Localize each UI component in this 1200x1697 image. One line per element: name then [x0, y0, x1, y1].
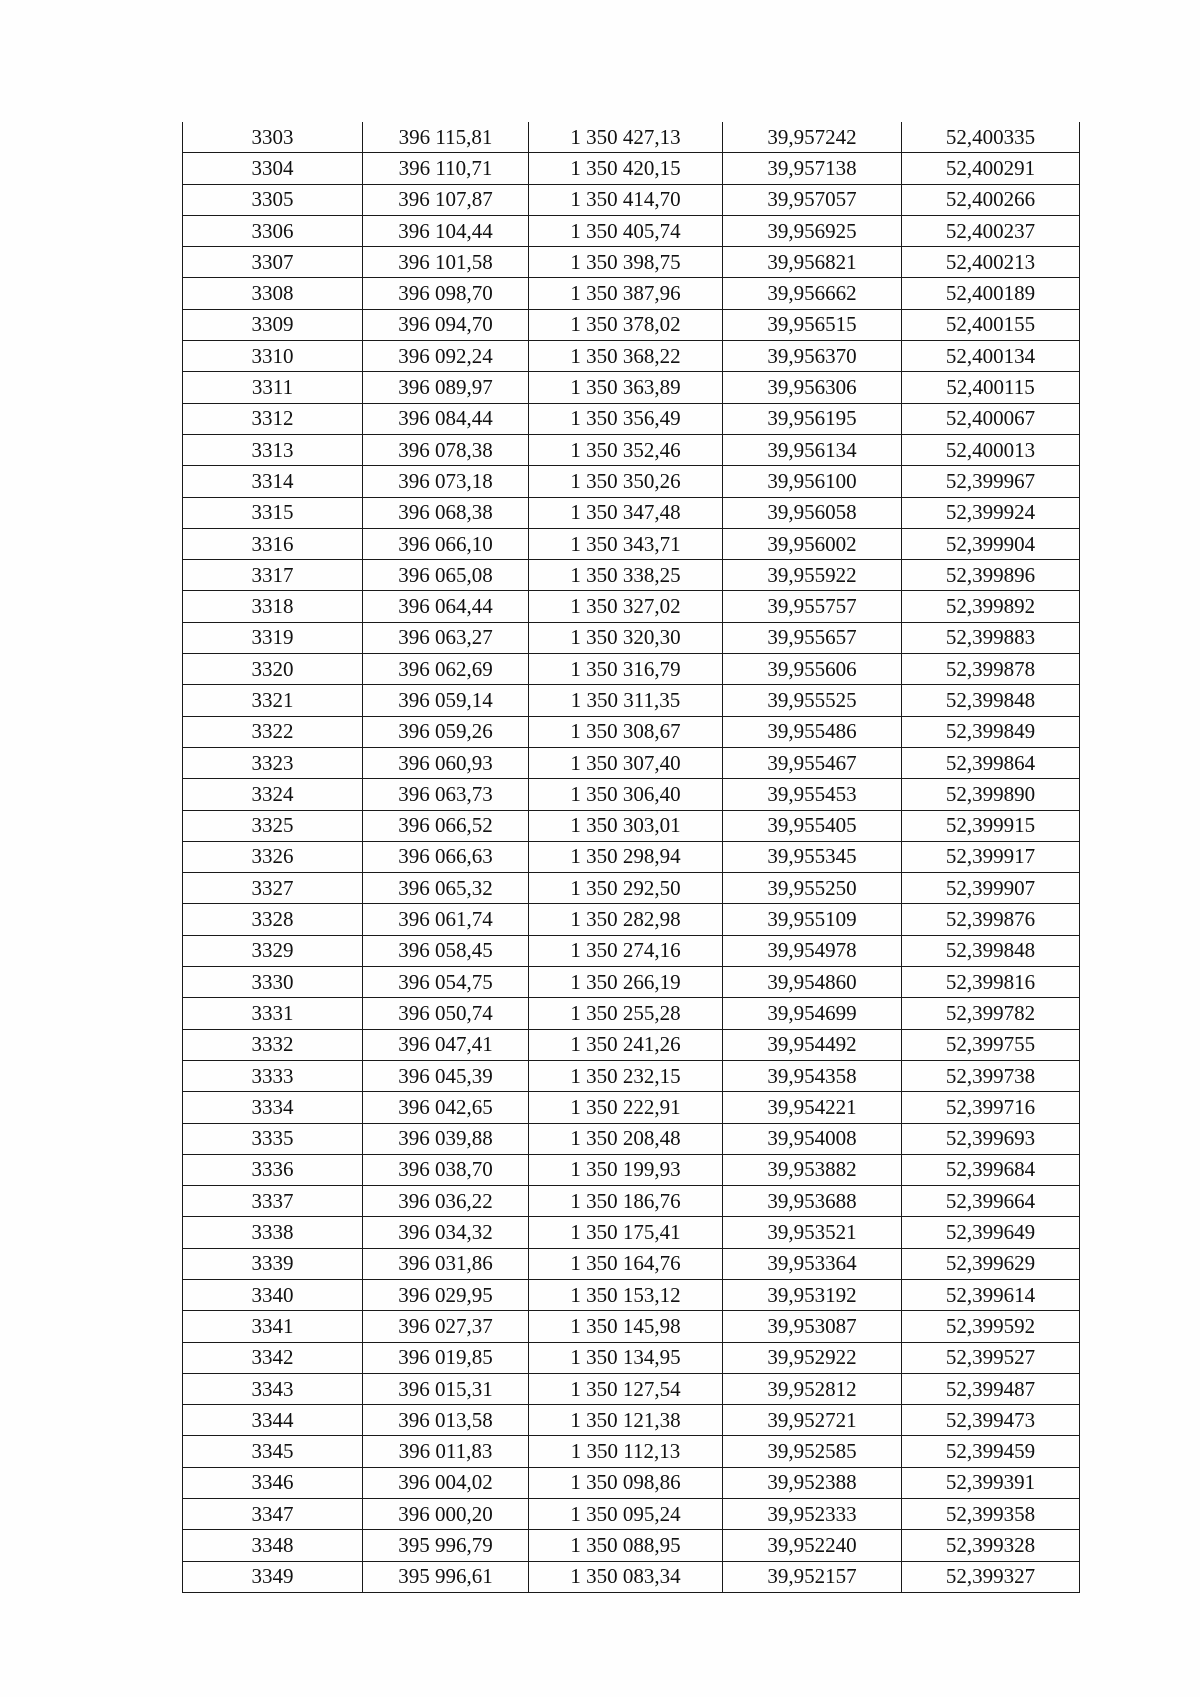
table-row [183, 841, 1080, 872]
y-coordinate-cell: 1 350 175,41 [529, 1217, 723, 1248]
x-coordinate-cell: 396 064,44 [363, 591, 529, 622]
longitude-cell: 39,955922 [723, 560, 902, 591]
x-coordinate-cell: 396 036,22 [363, 1186, 529, 1217]
y-coordinate-cell: 1 350 350,26 [529, 466, 723, 497]
table-row [183, 1342, 1080, 1373]
longitude-cell: 39,954978 [723, 935, 902, 966]
y-coordinate-cell: 1 350 308,67 [529, 716, 723, 747]
table-row [183, 278, 1080, 309]
latitude-cell: 52,399878 [902, 654, 1080, 685]
longitude-cell: 39,952157 [723, 1561, 902, 1592]
point-number-cell: 3343 [183, 1373, 363, 1404]
y-coordinate-cell: 1 350 316,79 [529, 654, 723, 685]
y-coordinate-cell: 1 350 083,34 [529, 1561, 723, 1592]
latitude-cell: 52,400266 [902, 184, 1080, 215]
x-coordinate-cell: 396 047,41 [363, 1029, 529, 1060]
y-coordinate-cell: 1 350 208,48 [529, 1123, 723, 1154]
latitude-cell: 52,399738 [902, 1060, 1080, 1091]
coordinates-table [182, 122, 1080, 1593]
latitude-cell: 52,400335 [902, 122, 1080, 153]
point-number-cell: 3321 [183, 685, 363, 716]
latitude-cell: 52,399816 [902, 967, 1080, 998]
longitude-cell: 39,952922 [723, 1342, 902, 1373]
table-row [183, 810, 1080, 841]
x-coordinate-cell: 396 084,44 [363, 403, 529, 434]
longitude-cell: 39,956515 [723, 309, 902, 340]
x-coordinate-cell: 396 013,58 [363, 1405, 529, 1436]
latitude-cell: 52,399649 [902, 1217, 1080, 1248]
longitude-cell: 39,956134 [723, 434, 902, 465]
table-row [183, 1561, 1080, 1592]
point-number-cell: 3347 [183, 1499, 363, 1530]
point-number-cell: 3348 [183, 1530, 363, 1561]
latitude-cell: 52,400189 [902, 278, 1080, 309]
x-coordinate-cell: 396 019,85 [363, 1342, 529, 1373]
table-row [183, 372, 1080, 403]
x-coordinate-cell: 396 098,70 [363, 278, 529, 309]
longitude-cell: 39,955486 [723, 716, 902, 747]
latitude-cell: 52,399358 [902, 1499, 1080, 1530]
y-coordinate-cell: 1 350 343,71 [529, 528, 723, 559]
table-row [183, 998, 1080, 1029]
x-coordinate-cell: 396 110,71 [363, 153, 529, 184]
coordinates-table-body [183, 122, 1080, 1592]
latitude-cell: 52,399755 [902, 1029, 1080, 1060]
y-coordinate-cell: 1 350 121,38 [529, 1405, 723, 1436]
y-coordinate-cell: 1 350 095,24 [529, 1499, 723, 1530]
y-coordinate-cell: 1 350 112,13 [529, 1436, 723, 1467]
longitude-cell: 39,953521 [723, 1217, 902, 1248]
latitude-cell: 52,399904 [902, 528, 1080, 559]
y-coordinate-cell: 1 350 098,86 [529, 1467, 723, 1498]
point-number-cell: 3344 [183, 1405, 363, 1436]
table-row [183, 935, 1080, 966]
x-coordinate-cell: 396 068,38 [363, 497, 529, 528]
y-coordinate-cell: 1 350 427,13 [529, 122, 723, 153]
table-row [183, 747, 1080, 778]
y-coordinate-cell: 1 350 274,16 [529, 935, 723, 966]
point-number-cell: 3334 [183, 1092, 363, 1123]
point-number-cell: 3307 [183, 247, 363, 278]
longitude-cell: 39,954492 [723, 1029, 902, 1060]
y-coordinate-cell: 1 350 241,26 [529, 1029, 723, 1060]
latitude-cell: 52,399664 [902, 1186, 1080, 1217]
table-row [183, 497, 1080, 528]
y-coordinate-cell: 1 350 420,15 [529, 153, 723, 184]
point-number-cell: 3320 [183, 654, 363, 685]
latitude-cell: 52,399848 [902, 685, 1080, 716]
latitude-cell: 52,399876 [902, 904, 1080, 935]
longitude-cell: 39,955757 [723, 591, 902, 622]
point-number-cell: 3316 [183, 528, 363, 559]
table-row [183, 1123, 1080, 1154]
table-row [183, 779, 1080, 810]
y-coordinate-cell: 1 350 303,01 [529, 810, 723, 841]
y-coordinate-cell: 1 350 352,46 [529, 434, 723, 465]
latitude-cell: 52,400013 [902, 434, 1080, 465]
table-row [183, 1311, 1080, 1342]
x-coordinate-cell: 396 062,69 [363, 654, 529, 685]
y-coordinate-cell: 1 350 414,70 [529, 184, 723, 215]
point-number-cell: 3317 [183, 560, 363, 591]
latitude-cell: 52,400115 [902, 372, 1080, 403]
point-number-cell: 3325 [183, 810, 363, 841]
longitude-cell: 39,956306 [723, 372, 902, 403]
point-number-cell: 3329 [183, 935, 363, 966]
latitude-cell: 52,399890 [902, 779, 1080, 810]
table-row [183, 1279, 1080, 1310]
longitude-cell: 39,955453 [723, 779, 902, 810]
y-coordinate-cell: 1 350 164,76 [529, 1248, 723, 1279]
table-row [183, 967, 1080, 998]
table-row [183, 1248, 1080, 1279]
longitude-cell: 39,952240 [723, 1530, 902, 1561]
longitude-cell: 39,956002 [723, 528, 902, 559]
x-coordinate-cell: 396 038,70 [363, 1154, 529, 1185]
x-coordinate-cell: 396 066,52 [363, 810, 529, 841]
longitude-cell: 39,955657 [723, 622, 902, 653]
y-coordinate-cell: 1 350 387,96 [529, 278, 723, 309]
longitude-cell: 39,952812 [723, 1373, 902, 1404]
point-number-cell: 3314 [183, 466, 363, 497]
x-coordinate-cell: 396 031,86 [363, 1248, 529, 1279]
y-coordinate-cell: 1 350 327,02 [529, 591, 723, 622]
point-number-cell: 3330 [183, 967, 363, 998]
x-coordinate-cell: 396 092,24 [363, 341, 529, 372]
y-coordinate-cell: 1 350 232,15 [529, 1060, 723, 1091]
y-coordinate-cell: 1 350 378,02 [529, 309, 723, 340]
y-coordinate-cell: 1 350 127,54 [529, 1373, 723, 1404]
point-number-cell: 3341 [183, 1311, 363, 1342]
latitude-cell: 52,399527 [902, 1342, 1080, 1373]
point-number-cell: 3346 [183, 1467, 363, 1498]
longitude-cell: 39,954221 [723, 1092, 902, 1123]
table-row [183, 654, 1080, 685]
longitude-cell: 39,955405 [723, 810, 902, 841]
point-number-cell: 3305 [183, 184, 363, 215]
x-coordinate-cell: 396 059,26 [363, 716, 529, 747]
table-row [183, 622, 1080, 653]
longitude-cell: 39,955525 [723, 685, 902, 716]
latitude-cell: 52,399883 [902, 622, 1080, 653]
x-coordinate-cell: 396 104,44 [363, 215, 529, 246]
x-coordinate-cell: 396 061,74 [363, 904, 529, 935]
table-row [183, 1060, 1080, 1091]
point-number-cell: 3342 [183, 1342, 363, 1373]
table-row [183, 528, 1080, 559]
x-coordinate-cell: 396 045,39 [363, 1060, 529, 1091]
latitude-cell: 52,400155 [902, 309, 1080, 340]
table-row [183, 309, 1080, 340]
table-row [183, 1029, 1080, 1060]
x-coordinate-cell: 396 073,18 [363, 466, 529, 497]
x-coordinate-cell: 396 050,74 [363, 998, 529, 1029]
x-coordinate-cell: 396 094,70 [363, 309, 529, 340]
point-number-cell: 3312 [183, 403, 363, 434]
longitude-cell: 39,955250 [723, 873, 902, 904]
table-row [183, 873, 1080, 904]
y-coordinate-cell: 1 350 307,40 [529, 747, 723, 778]
longitude-cell: 39,954860 [723, 967, 902, 998]
y-coordinate-cell: 1 350 266,19 [529, 967, 723, 998]
point-number-cell: 3322 [183, 716, 363, 747]
longitude-cell: 39,957057 [723, 184, 902, 215]
latitude-cell: 52,399327 [902, 1561, 1080, 1592]
x-coordinate-cell: 396 004,02 [363, 1467, 529, 1498]
y-coordinate-cell: 1 350 298,94 [529, 841, 723, 872]
y-coordinate-cell: 1 350 153,12 [529, 1279, 723, 1310]
point-number-cell: 3345 [183, 1436, 363, 1467]
x-coordinate-cell: 396 066,63 [363, 841, 529, 872]
y-coordinate-cell: 1 350 292,50 [529, 873, 723, 904]
x-coordinate-cell: 396 058,45 [363, 935, 529, 966]
table-row [183, 247, 1080, 278]
point-number-cell: 3318 [183, 591, 363, 622]
longitude-cell: 39,952333 [723, 1499, 902, 1530]
longitude-cell: 39,952721 [723, 1405, 902, 1436]
longitude-cell: 39,956662 [723, 278, 902, 309]
table-row [183, 1499, 1080, 1530]
point-number-cell: 3319 [183, 622, 363, 653]
latitude-cell: 52,400067 [902, 403, 1080, 434]
longitude-cell: 39,953688 [723, 1186, 902, 1217]
table-row [183, 1467, 1080, 1498]
table-row [183, 560, 1080, 591]
point-number-cell: 3308 [183, 278, 363, 309]
point-number-cell: 3323 [183, 747, 363, 778]
longitude-cell: 39,956058 [723, 497, 902, 528]
x-coordinate-cell: 396 059,14 [363, 685, 529, 716]
y-coordinate-cell: 1 350 368,22 [529, 341, 723, 372]
latitude-cell: 52,399391 [902, 1467, 1080, 1498]
latitude-cell: 52,399915 [902, 810, 1080, 841]
table-row [183, 1436, 1080, 1467]
y-coordinate-cell: 1 350 088,95 [529, 1530, 723, 1561]
latitude-cell: 52,399473 [902, 1405, 1080, 1436]
table-row [183, 1092, 1080, 1123]
latitude-cell: 52,399917 [902, 841, 1080, 872]
y-coordinate-cell: 1 350 145,98 [529, 1311, 723, 1342]
y-coordinate-cell: 1 350 186,76 [529, 1186, 723, 1217]
latitude-cell: 52,399693 [902, 1123, 1080, 1154]
table-row [183, 1530, 1080, 1561]
x-coordinate-cell: 396 063,73 [363, 779, 529, 810]
y-coordinate-cell: 1 350 311,35 [529, 685, 723, 716]
latitude-cell: 52,399614 [902, 1279, 1080, 1310]
latitude-cell: 52,399782 [902, 998, 1080, 1029]
point-number-cell: 3327 [183, 873, 363, 904]
longitude-cell: 39,957138 [723, 153, 902, 184]
point-number-cell: 3338 [183, 1217, 363, 1248]
point-number-cell: 3326 [183, 841, 363, 872]
table-row [183, 184, 1080, 215]
point-number-cell: 3333 [183, 1060, 363, 1091]
y-coordinate-cell: 1 350 199,93 [529, 1154, 723, 1185]
x-coordinate-cell: 396 027,37 [363, 1311, 529, 1342]
x-coordinate-cell: 396 034,32 [363, 1217, 529, 1248]
y-coordinate-cell: 1 350 134,95 [529, 1342, 723, 1373]
point-number-cell: 3311 [183, 372, 363, 403]
latitude-cell: 52,399896 [902, 560, 1080, 591]
point-number-cell: 3310 [183, 341, 363, 372]
latitude-cell: 52,399848 [902, 935, 1080, 966]
latitude-cell: 52,399487 [902, 1373, 1080, 1404]
point-number-cell: 3303 [183, 122, 363, 153]
longitude-cell: 39,953882 [723, 1154, 902, 1185]
x-coordinate-cell: 396 011,83 [363, 1436, 529, 1467]
table-row [183, 1405, 1080, 1436]
y-coordinate-cell: 1 350 282,98 [529, 904, 723, 935]
longitude-cell: 39,954358 [723, 1060, 902, 1091]
x-coordinate-cell: 396 107,87 [363, 184, 529, 215]
x-coordinate-cell: 396 042,65 [363, 1092, 529, 1123]
table-row [183, 434, 1080, 465]
latitude-cell: 52,399907 [902, 873, 1080, 904]
longitude-cell: 39,957242 [723, 122, 902, 153]
latitude-cell: 52,400213 [902, 247, 1080, 278]
x-coordinate-cell: 396 063,27 [363, 622, 529, 653]
point-number-cell: 3304 [183, 153, 363, 184]
longitude-cell: 39,954699 [723, 998, 902, 1029]
point-number-cell: 3336 [183, 1154, 363, 1185]
table-row [183, 122, 1080, 153]
longitude-cell: 39,956370 [723, 341, 902, 372]
table-row [183, 466, 1080, 497]
longitude-cell: 39,953364 [723, 1248, 902, 1279]
table-row [183, 1217, 1080, 1248]
y-coordinate-cell: 1 350 255,28 [529, 998, 723, 1029]
latitude-cell: 52,399967 [902, 466, 1080, 497]
x-coordinate-cell: 396 078,38 [363, 434, 529, 465]
table-row [183, 685, 1080, 716]
point-number-cell: 3324 [183, 779, 363, 810]
latitude-cell: 52,400291 [902, 153, 1080, 184]
y-coordinate-cell: 1 350 363,89 [529, 372, 723, 403]
table-row [183, 403, 1080, 434]
latitude-cell: 52,399328 [902, 1530, 1080, 1561]
x-coordinate-cell: 396 000,20 [363, 1499, 529, 1530]
longitude-cell: 39,955606 [723, 654, 902, 685]
latitude-cell: 52,399924 [902, 497, 1080, 528]
longitude-cell: 39,956195 [723, 403, 902, 434]
table-row [183, 591, 1080, 622]
table-row [183, 215, 1080, 246]
y-coordinate-cell: 1 350 356,49 [529, 403, 723, 434]
table-row [183, 1186, 1080, 1217]
y-coordinate-cell: 1 350 347,48 [529, 497, 723, 528]
point-number-cell: 3349 [183, 1561, 363, 1592]
longitude-cell: 39,953087 [723, 1311, 902, 1342]
point-number-cell: 3306 [183, 215, 363, 246]
x-coordinate-cell: 396 115,81 [363, 122, 529, 153]
point-number-cell: 3313 [183, 434, 363, 465]
y-coordinate-cell: 1 350 306,40 [529, 779, 723, 810]
latitude-cell: 52,399864 [902, 747, 1080, 778]
point-number-cell: 3339 [183, 1248, 363, 1279]
point-number-cell: 3328 [183, 904, 363, 935]
x-coordinate-cell: 396 054,75 [363, 967, 529, 998]
table-row [183, 1373, 1080, 1404]
latitude-cell: 52,399849 [902, 716, 1080, 747]
point-number-cell: 3332 [183, 1029, 363, 1060]
point-number-cell: 3335 [183, 1123, 363, 1154]
longitude-cell: 39,956821 [723, 247, 902, 278]
x-coordinate-cell: 396 029,95 [363, 1279, 529, 1310]
x-coordinate-cell: 396 065,32 [363, 873, 529, 904]
x-coordinate-cell: 396 015,31 [363, 1373, 529, 1404]
point-number-cell: 3331 [183, 998, 363, 1029]
latitude-cell: 52,400237 [902, 215, 1080, 246]
table-row [183, 1154, 1080, 1185]
table-row [183, 153, 1080, 184]
x-coordinate-cell: 396 065,08 [363, 560, 529, 591]
latitude-cell: 52,400134 [902, 341, 1080, 372]
longitude-cell: 39,955345 [723, 841, 902, 872]
x-coordinate-cell: 396 039,88 [363, 1123, 529, 1154]
x-coordinate-cell: 396 101,58 [363, 247, 529, 278]
y-coordinate-cell: 1 350 405,74 [529, 215, 723, 246]
x-coordinate-cell: 395 996,79 [363, 1530, 529, 1561]
point-number-cell: 3337 [183, 1186, 363, 1217]
longitude-cell: 39,955467 [723, 747, 902, 778]
y-coordinate-cell: 1 350 320,30 [529, 622, 723, 653]
longitude-cell: 39,956100 [723, 466, 902, 497]
table-row [183, 716, 1080, 747]
latitude-cell: 52,399716 [902, 1092, 1080, 1123]
y-coordinate-cell: 1 350 222,91 [529, 1092, 723, 1123]
y-coordinate-cell: 1 350 398,75 [529, 247, 723, 278]
latitude-cell: 52,399459 [902, 1436, 1080, 1467]
latitude-cell: 52,399892 [902, 591, 1080, 622]
longitude-cell: 39,953192 [723, 1279, 902, 1310]
x-coordinate-cell: 396 089,97 [363, 372, 529, 403]
longitude-cell: 39,955109 [723, 904, 902, 935]
latitude-cell: 52,399629 [902, 1248, 1080, 1279]
x-coordinate-cell: 396 066,10 [363, 528, 529, 559]
latitude-cell: 52,399592 [902, 1311, 1080, 1342]
longitude-cell: 39,956925 [723, 215, 902, 246]
longitude-cell: 39,952585 [723, 1436, 902, 1467]
point-number-cell: 3340 [183, 1279, 363, 1310]
point-number-cell: 3315 [183, 497, 363, 528]
point-number-cell: 3309 [183, 309, 363, 340]
x-coordinate-cell: 396 060,93 [363, 747, 529, 778]
table-row [183, 904, 1080, 935]
y-coordinate-cell: 1 350 338,25 [529, 560, 723, 591]
longitude-cell: 39,952388 [723, 1467, 902, 1498]
table-row [183, 341, 1080, 372]
x-coordinate-cell: 395 996,61 [363, 1561, 529, 1592]
longitude-cell: 39,954008 [723, 1123, 902, 1154]
latitude-cell: 52,399684 [902, 1154, 1080, 1185]
